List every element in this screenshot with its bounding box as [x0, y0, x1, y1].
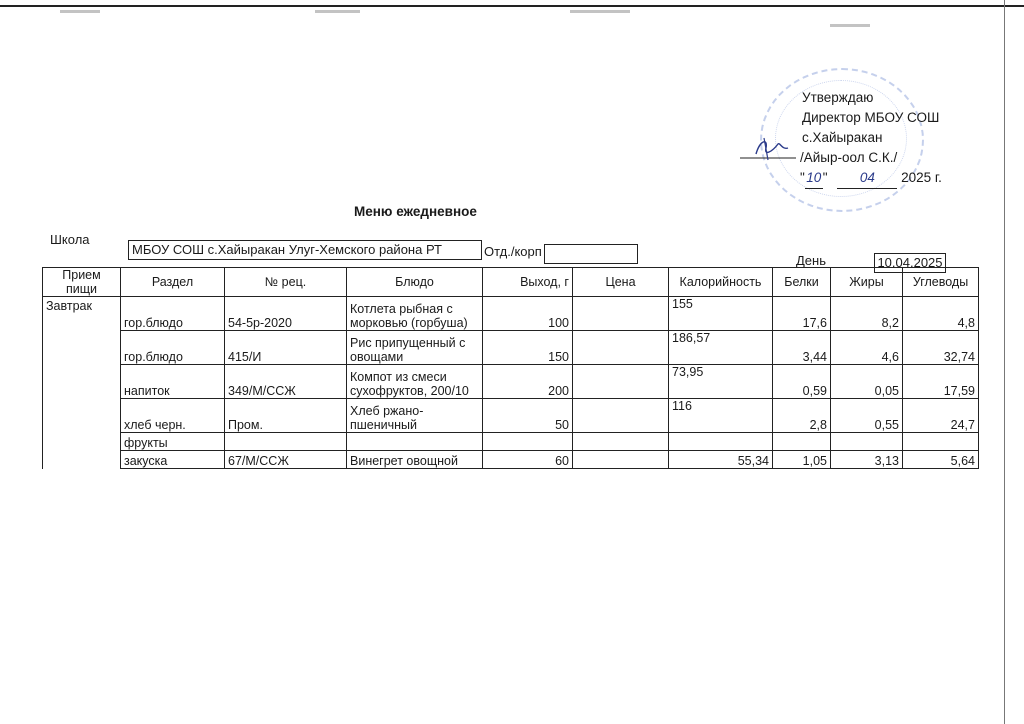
column-header: Цена	[573, 268, 669, 297]
recipe-cell: Пром.	[225, 399, 347, 433]
protein-cell	[773, 433, 831, 451]
calories-cell: 73,95	[669, 365, 773, 399]
column-header: Раздел	[121, 268, 225, 297]
approval-line: Директор МБОУ СОШ	[802, 110, 940, 125]
approval-date-day: 10	[805, 168, 823, 189]
approval-date-month: 04	[837, 168, 897, 189]
column-header: Блюдо	[347, 268, 483, 297]
fat-cell: 8,2	[831, 297, 903, 331]
approval-block	[802, 88, 942, 189]
column-header: № рец.	[225, 268, 347, 297]
recipe-cell: 415/И	[225, 331, 347, 365]
column-header: Выход, г	[483, 268, 573, 297]
calories-cell: 186,57	[669, 331, 773, 365]
day-field: 10.04.2025	[874, 253, 946, 273]
protein-cell: 2,8	[773, 399, 831, 433]
fat-cell: 0,05	[831, 365, 903, 399]
school-field: МБОУ СОШ с.Хайыракан Улуг-Хемского района РТ	[128, 240, 482, 260]
approval-signature-name: /Айыр-оол С.К./	[800, 150, 898, 165]
scan-noise	[570, 10, 630, 13]
scan-noise	[830, 24, 870, 27]
table-row	[43, 331, 979, 365]
scan-noise	[60, 10, 100, 13]
yield-cell: 50	[483, 399, 573, 433]
dish-cell: Компот из смеси сухофруктов, 200/10	[347, 365, 483, 399]
dish-cell: Котлета рыбная с морковью (горбуша)	[347, 297, 483, 331]
price-cell	[573, 331, 669, 365]
table-header-row	[43, 268, 979, 297]
recipe-cell	[225, 433, 347, 451]
yield-cell: 100	[483, 297, 573, 331]
calories-cell: 116	[669, 399, 773, 433]
section-cell: гор.блюдо	[121, 331, 225, 365]
approval-line: с.Хайыракан	[802, 130, 883, 145]
table-row	[43, 399, 979, 433]
recipe-cell: 54-5р-2020	[225, 297, 347, 331]
protein-cell: 0,59	[773, 365, 831, 399]
column-header: Жиры	[831, 268, 903, 297]
carbs-cell: 4,8	[903, 297, 979, 331]
column-header: Белки	[773, 268, 831, 297]
school-label: Школа	[50, 232, 90, 247]
section-cell: закуска	[121, 451, 225, 469]
calories-cell: 55,34	[669, 451, 773, 469]
carbs-cell: 17,59	[903, 365, 979, 399]
recipe-cell: 349/М/ССЖ	[225, 365, 347, 399]
section-cell: гор.блюдо	[121, 297, 225, 331]
column-header: Калорийность	[669, 268, 773, 297]
price-cell	[573, 365, 669, 399]
fat-cell: 3,13	[831, 451, 903, 469]
column-header: Углеводы	[903, 268, 979, 297]
carbs-cell: 24,7	[903, 399, 979, 433]
calories-cell: 155	[669, 297, 773, 331]
table-row	[43, 297, 979, 331]
dish-cell: Хлеб ржано-пшеничный	[347, 399, 483, 433]
menu-table	[42, 267, 979, 469]
day-label: День	[796, 253, 826, 268]
fat-cell	[831, 433, 903, 451]
yield-cell: 60	[483, 451, 573, 469]
column-header: Прием пищи	[43, 268, 121, 297]
protein-cell: 1,05	[773, 451, 831, 469]
section-cell: фрукты	[121, 433, 225, 451]
recipe-cell: 67/М/ССЖ	[225, 451, 347, 469]
yield-cell: 150	[483, 331, 573, 365]
dept-field	[544, 244, 638, 264]
approval-line: Утверждаю	[802, 90, 874, 105]
carbs-cell: 5,64	[903, 451, 979, 469]
approval-date-year: 2025 г.	[901, 170, 942, 185]
yield-cell: 200	[483, 365, 573, 399]
dish-cell: Рис припущенный с овощами	[347, 331, 483, 365]
section-cell: напиток	[121, 365, 225, 399]
table-row	[43, 451, 979, 469]
protein-cell: 17,6	[773, 297, 831, 331]
fat-cell: 0,55	[831, 399, 903, 433]
carbs-cell	[903, 433, 979, 451]
carbs-cell: 32,74	[903, 331, 979, 365]
approval-date: "10" 04 2025 г.	[800, 168, 942, 189]
page-title: Меню ежедневное	[354, 204, 477, 219]
dish-cell: Винегрет овощной	[347, 451, 483, 469]
section-cell: хлеб черн.	[121, 399, 225, 433]
protein-cell: 3,44	[773, 331, 831, 365]
signature-icon	[738, 134, 798, 164]
table-row	[43, 365, 979, 399]
scan-noise	[315, 10, 360, 13]
price-cell	[573, 399, 669, 433]
price-cell	[573, 451, 669, 469]
fat-cell: 4,6	[831, 331, 903, 365]
yield-cell	[483, 433, 573, 451]
dept-label: Отд./корп	[484, 244, 542, 259]
dish-cell	[347, 433, 483, 451]
price-cell	[573, 433, 669, 451]
price-cell	[573, 297, 669, 331]
scan-edge-right	[1004, 0, 1005, 724]
meal-cell: Завтрак	[43, 297, 121, 469]
scan-edge-line	[0, 5, 1024, 7]
table-row	[43, 433, 979, 451]
calories-cell	[669, 433, 773, 451]
